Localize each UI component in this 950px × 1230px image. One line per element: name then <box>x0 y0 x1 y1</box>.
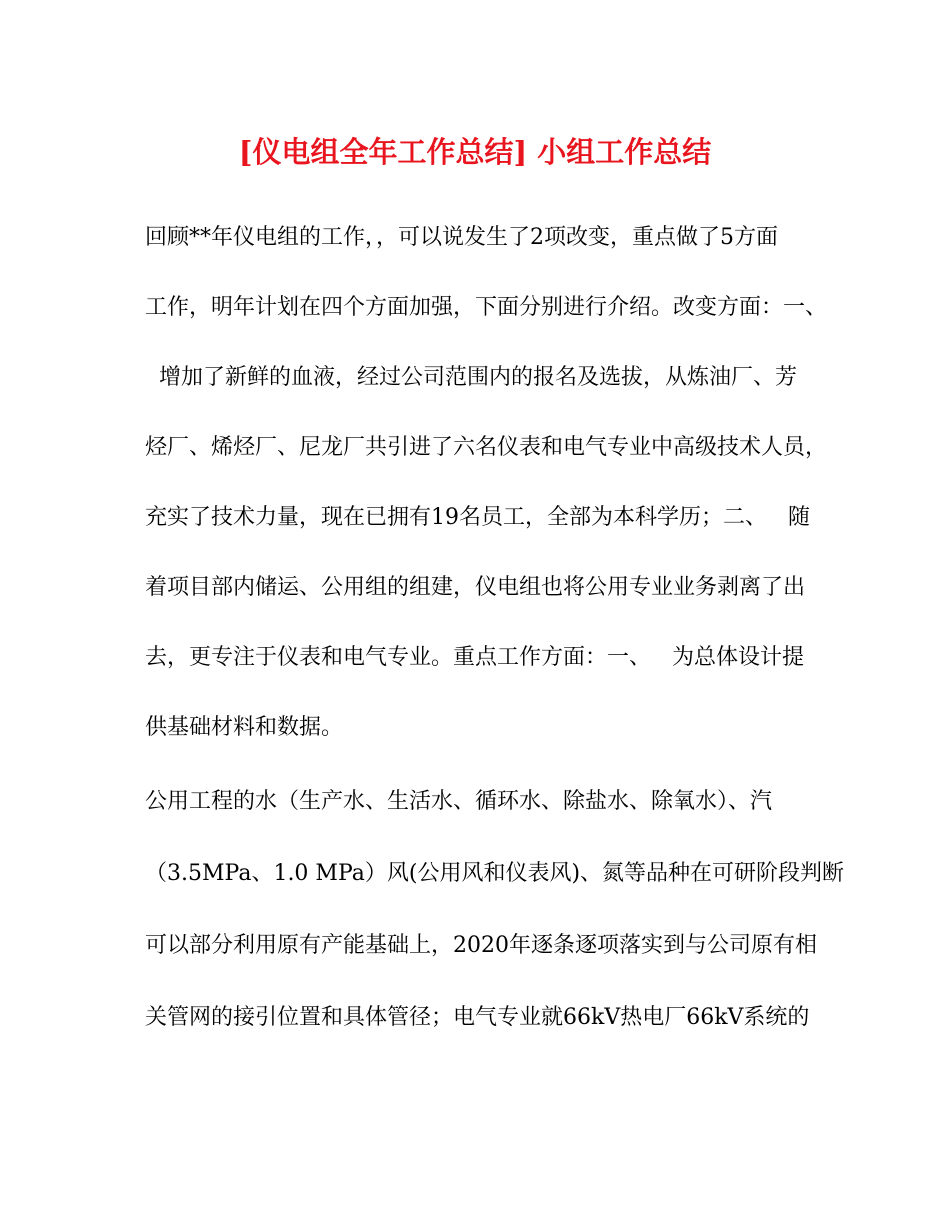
body-line-3: 增加了新鲜的血液，经过公司范围内的报名及选拔，从炼油厂、芳 <box>145 365 797 390</box>
body-line-6: 着项目部内储运、公用组的组建，仪电组也将公用专业业务剥离了出 <box>145 575 806 600</box>
document-title: [仪电组全年工作总结] 小组工作总结 <box>238 135 712 169</box>
body-line-12: 关管网的接引位置和具体管径；电气专业就66kV热电厂66kV系统的 <box>145 1005 810 1030</box>
body-line-2: 工作，明年计划在四个方面加强，下面分别进行介绍。改变方面：一、 <box>145 295 828 320</box>
body-line-11: 可以部分利用原有产能基础上，2020年逐条逐项落实到与公司原有相 <box>145 933 817 958</box>
body-line-7: 去，更专注于仪表和电气专业。重点工作方面：一、 为总体设计提 <box>145 645 804 670</box>
body-line-5: 充实了技术力量，现在已拥有19名员工，全部为本科学历；二、 随 <box>145 505 810 530</box>
body-line-4: 烃厂、烯烃厂、尼龙厂共引进了六名仪表和电气专业中高级技术人员， <box>145 435 828 460</box>
body-line-8: 供基础材料和数据。 <box>145 715 344 740</box>
body-line-1: 回顾**年仪电组的工作，，可以说发生了2项改变，重点做了5方面 <box>145 225 778 250</box>
body-line-10: （3.5MPa、1.0 MPa）风(公用风和仪表风)、氮等品种在可研阶段判断 <box>145 861 845 886</box>
body-line-9: 公用工程的水（生产水、生活水、循环水、除盐水、除氧水）、汽 <box>145 789 773 814</box>
